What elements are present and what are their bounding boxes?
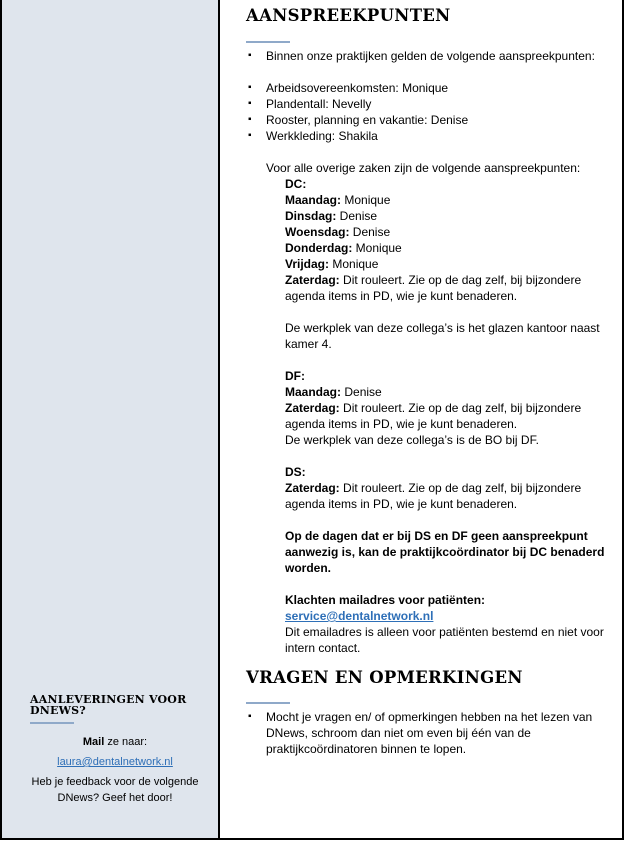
df-werkplek: De werkplek van deze collega’s is de BO bij DF. bbox=[285, 433, 539, 447]
dc-donderdag-label: Donderdag: bbox=[285, 241, 353, 255]
dc-zaterdag-text: Dit rouleert. Zie op de dag zelf, bij bijzondere agenda items in PD, wie je kunt benaderen. bbox=[285, 273, 582, 303]
sidebar bbox=[2, 0, 220, 838]
ds-zaterdag-label: Zaterdag: bbox=[285, 481, 340, 495]
bullet-plandentall: ▪ Plandentall: Nevelly bbox=[246, 96, 606, 112]
sidebar-submissions-block bbox=[30, 694, 200, 810]
bullet-werkkleding: ▪ Werkkleding: Shakila bbox=[246, 128, 606, 144]
dc-dinsdag-name: Denise bbox=[336, 209, 378, 223]
sidebar-feedback-text: Heb je feedback voor de volgende DNews? Geef het door! bbox=[31, 776, 199, 804]
dc-maandag-name: Monique bbox=[341, 193, 391, 207]
ds-zaterdag-text: Dit rouleert. Zie op de dag zelf, bij bijzondere agenda items in PD, wie je kunt benaderen. bbox=[285, 481, 582, 511]
klachten-note: Dit emailadres is alleen voor patiënten bestemd en niet voor intern contact. bbox=[285, 625, 604, 655]
dc-werkplek: De werkplek van deze collega’s is het glazen kantoor naast kamer 4. bbox=[285, 321, 600, 351]
dc-vrijdag-name: Monique bbox=[329, 257, 379, 271]
df-maandag-name: Denise bbox=[341, 385, 382, 399]
bold-note: Op de dagen dat er bij DS en DF geen aanspreekpunt aanwezig is, kan de praktijkcoördinator bij DC benaderd worden. bbox=[285, 529, 605, 575]
sidebar-title-underline bbox=[30, 722, 74, 724]
dc-maandag-label: Maandag: bbox=[285, 193, 342, 207]
intro-bullet: ▪ Binnen onze praktijken gelden de volgende aanspreekpunten: bbox=[246, 48, 606, 64]
sidebar-mail-line bbox=[30, 734, 200, 750]
dc-dinsdag-label: Dinsdag: bbox=[285, 209, 337, 223]
dc-heading: DC: bbox=[285, 177, 307, 191]
section-title-vragen: VRAGEN EN OPMERKINGEN bbox=[246, 668, 523, 687]
df-zaterdag-text: Dit rouleert. Zie op de dag zelf, bij bijzondere agenda items in PD, wie je kunt benaderen. bbox=[285, 401, 582, 431]
bullet-arbeidsovereenkomsten: ▪ Arbeidsovereenkomsten: Monique bbox=[246, 80, 606, 96]
sidebar-mail-rest: ze naar: bbox=[104, 736, 148, 748]
sidebar-mail-bold: Mail bbox=[82, 736, 105, 748]
df-maandag-label: Maandag: bbox=[285, 385, 342, 399]
klachten-label: Klachten mailadres voor patiënten: bbox=[285, 593, 486, 607]
dc-block bbox=[246, 176, 606, 656]
bullet-rooster: ▪ Rooster, planning en vakantie: Denise bbox=[246, 112, 606, 128]
sidebar-title: AANLEVERINGEN VOOR DNEWS? bbox=[30, 693, 187, 717]
main-content bbox=[246, 0, 606, 757]
section-title-underline bbox=[246, 41, 290, 43]
df-zaterdag-label: Zaterdag: bbox=[285, 401, 340, 415]
sidebar-email-line bbox=[30, 754, 200, 770]
dc-vrijdag-label: Vrijdag: bbox=[285, 257, 330, 271]
section-title-aanspreekpunten: AANSPREEKPUNTEN bbox=[246, 6, 451, 25]
section2-title-underline bbox=[246, 702, 290, 704]
klachten-email-link[interactable]: service@dentalnetwork.nl bbox=[285, 609, 434, 623]
overige-text: Voor alle overige zaken zijn de volgende aanspreekpunten: bbox=[266, 161, 581, 175]
ds-heading: DS: bbox=[285, 465, 306, 479]
dc-zaterdag-label: Zaterdag: bbox=[285, 273, 340, 287]
dc-woensdag-label: Woensdag: bbox=[285, 225, 350, 239]
dc-donderdag-name: Monique bbox=[352, 241, 402, 255]
df-heading: DF: bbox=[285, 369, 305, 383]
sidebar-email-link[interactable]: laura@dentalnetwork.nl bbox=[57, 756, 173, 768]
dc-woensdag-name: Denise bbox=[349, 225, 391, 239]
vragen-bullet: ▪ Mocht je vragen en/ of opmerkingen hebben na het lezen van DNews, schroom dan niet om even bij één van de praktijkcoördinatoren binnen te lopen. bbox=[246, 709, 606, 757]
